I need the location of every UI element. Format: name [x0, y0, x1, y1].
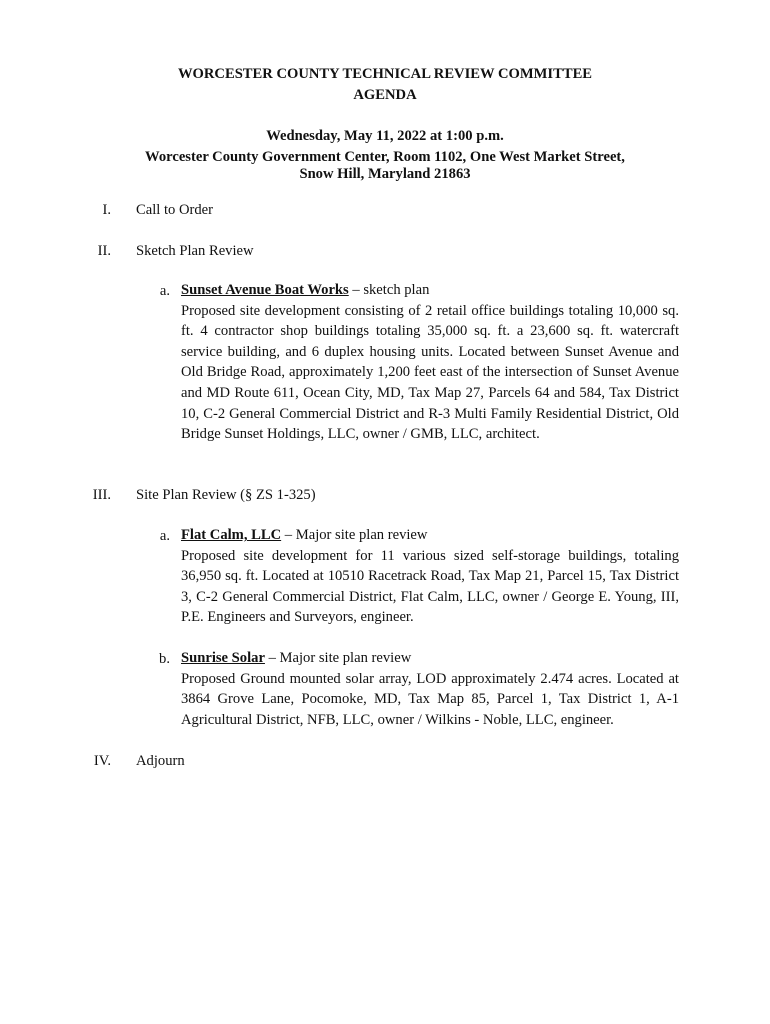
item-heading: [181, 280, 679, 301]
section-numeral: IV.: [93, 753, 111, 769]
item-name: Sunrise Solar: [181, 650, 265, 666]
section-numeral: III.: [92, 487, 111, 503]
item-description: Proposed site development consisting of 2 retail office buildings totaling 10,000 sq. ft. 4 contractor shop buildings totaling 35,000 sq. ft. a 23,600 sq. ft. watercraft service building, and 6 duplex housing units. Located between Sunset Avenue and Old Bridge Road, approximately 1,200 feet east of the intersection of Sunset Avenue and MD Route 611, Ocean City, MD, Tax Map 27, Parcels 64 and 584, Tax District 10, C-2 General Commercial District and R-3 Multi Family Residential District, Old Bridge Sunset Holdings, LLC, owner / GMB, LLC, architect.: [181, 302, 679, 443]
agenda-item-sunrise-solar: [181, 648, 679, 730]
item-name: Sunset Avenue Boat Works: [181, 282, 349, 298]
agenda-item-sunset-avenue-boat-works: [181, 280, 679, 445]
section-title-adjourn: Adjourn: [136, 753, 185, 769]
item-letter: a.: [159, 283, 170, 299]
item-letter: a.: [159, 528, 170, 544]
item-letter: b.: [159, 651, 170, 667]
meeting-location-line2: Snow Hill, Maryland 21863: [299, 166, 471, 182]
item-type: – sketch plan: [348, 282, 430, 298]
agenda-title: AGENDA: [353, 87, 417, 103]
committee-title: WORCESTER COUNTY TECHNICAL REVIEW COMMITTEE: [177, 66, 593, 82]
section-title-sketch-plan-review: Sketch Plan Review: [136, 243, 254, 259]
agenda-item-flat-calm: [181, 525, 679, 628]
item-description: Proposed site development for 11 various sized self-storage buildings, totaling 36,950 sq. ft. Located at 10510 Racetrack Road, Tax Map 21, Parcel 15, Tax District 3, C-2 General Commercial District, Flat Calm, LLC, owner / George E. Young, III, P.E. Engineers and Surveyors, engineer.: [181, 547, 679, 626]
item-heading: [181, 525, 679, 546]
section-title-call-to-order: Call to Order: [136, 202, 214, 218]
meeting-location-line1: Worcester County Government Center, Room 1102, One West Market Street,: [145, 149, 625, 165]
item-description: Proposed Ground mounted solar array, LOD approximately 2.474 acres. Located at 3864 Grove Lane, Pocomoke, MD, Tax Map 85, Parcel 1, Tax District 1, A-1 Agricultural District, NFB, LLC, owner / Wilkins - Noble, LLC, engineer.: [181, 670, 679, 728]
meeting-date: Wednesday, May 11, 2022 at 1:00 p.m.: [266, 128, 504, 144]
section-numeral: I.: [102, 202, 111, 218]
item-heading: [181, 648, 679, 669]
item-type: – Major site plan review: [281, 527, 428, 543]
item-name: Flat Calm, LLC: [181, 527, 282, 543]
section-title-site-plan-review: Site Plan Review (§ ZS 1-325): [136, 487, 316, 503]
section-numeral: II.: [97, 243, 111, 259]
item-type: – Major site plan review: [264, 650, 412, 666]
